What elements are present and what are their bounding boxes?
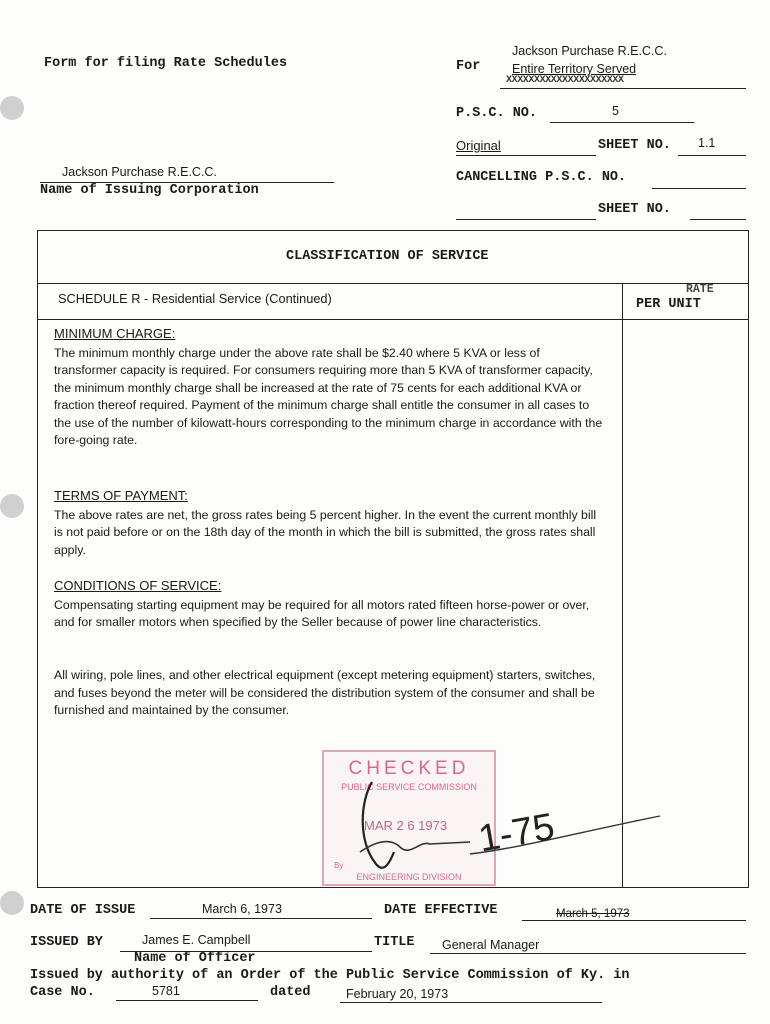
for-underline	[500, 88, 746, 89]
authority-text: Issued by authority of an Order of the Public Service Commission of Ky. in	[30, 968, 630, 983]
minimum-charge-section	[54, 325, 604, 450]
case-no: 5781	[152, 984, 180, 998]
rate-label: RATE	[686, 283, 714, 296]
classification-title: CLASSIFICATION OF SERVICE	[286, 249, 489, 264]
dated-value: February 20, 1973	[346, 987, 449, 1001]
psc-no: 5	[612, 104, 619, 118]
terms-section	[54, 487, 604, 559]
date-effective: March 5, 1973	[556, 908, 630, 920]
stamp-by: By	[334, 861, 344, 870]
schedule-row	[38, 283, 748, 320]
classification-row	[38, 231, 748, 284]
case-label: Case No.	[30, 985, 95, 1000]
psc-label: P.S.C. NO.	[456, 106, 538, 121]
title-label: TITLE	[374, 935, 415, 950]
date-effective-label: DATE EFFECTIVE	[384, 903, 498, 918]
issuing-corp: Jackson Purchase R.E.C.C.	[62, 165, 217, 179]
area-served: Entire Territory Served	[512, 62, 637, 76]
officer-label: Name of Officer	[134, 951, 256, 966]
stamp-date: MAR 2 6 1973	[364, 818, 448, 833]
sheet2-left-underline	[456, 219, 596, 220]
signature-stroke	[360, 842, 470, 852]
sheet-label: SHEET NO.	[598, 138, 671, 153]
annotation-circle-stroke	[363, 782, 394, 868]
sheet-underline	[678, 155, 746, 156]
terms-heading: TERMS OF PAYMENT:	[54, 488, 188, 503]
wiring-section	[54, 667, 604, 720]
conditions-text: Compensating starting equipment may be required for all motors rated fifteen horse-power or over, and for smaller motors when specified by the Seller because of power line characteristics.	[54, 597, 590, 629]
for-label: For	[456, 59, 481, 74]
sheet-no: 1.1	[698, 136, 716, 150]
struck-text: XXXXXXXXXXXXXXXXXXXXX	[506, 75, 624, 86]
cancelling-underline	[652, 188, 746, 189]
conditions-heading: CONDITIONS OF SERVICE:	[54, 578, 222, 593]
original-label: Original	[456, 138, 501, 153]
stamp-commission: PUBLIC SERVICE COMMISSION	[341, 782, 477, 792]
sheet-label-2: SHEET NO.	[598, 202, 671, 217]
corporation-top: Jackson Purchase R.E.C.C.	[512, 44, 667, 58]
form-title: Form for filing Rate Schedules	[44, 56, 288, 71]
cancelling-label: CANCELLING P.S.C. NO.	[456, 170, 627, 185]
original-underline	[456, 155, 596, 156]
date-issue: March 6, 1973	[202, 902, 282, 916]
per-unit-label: PER UNIT	[636, 297, 701, 312]
date-issue-underline	[150, 918, 372, 919]
issued-by-label: ISSUED BY	[30, 935, 103, 950]
punch-hole-bottom	[0, 891, 24, 915]
wiring-text: All wiring, pole lines, and other electrical equipment (except metering equipment) starters, switches, and fuses beyond the meter will be considered the distribution system of the consumer and shall be furnished and maintained by the consumer.	[54, 668, 596, 717]
minimum-charge-heading: MINIMUM CHARGE:	[54, 326, 176, 341]
schedule-title: SCHEDULE R - Residential Service (Continued)	[58, 291, 332, 306]
stamp-checked: CHECKED	[348, 758, 470, 779]
stamp-division: ENGINEERING DIVISION	[356, 872, 462, 882]
terms-text: The above rates are net, the gross rates being 5 percent higher. In the event the current monthly bill is not paid before or on the 18th day of the month in which the bill is submitted, the gross rates shall apply.	[54, 507, 597, 557]
punch-hole-middle	[0, 494, 24, 518]
sheet2-underline	[690, 219, 746, 220]
conditions-section	[54, 577, 604, 632]
minimum-charge-text: The minimum monthly charge under the above rate shall be $2.40 where 5 KVA or less of transformer capacity is required. For consumers requiring more than 5 KVA of transformer capacity, the minimum monthly charge shall be increased at the rate of 75 cents for each additional KVA or fraction thereof required. Payment of the minimum charge shall entitle the consumer in all cases to the use of the number of kilowatt-hours corresponding to the minimum charge in accordance with the fore-going rate.	[54, 345, 603, 447]
punch-hole-top	[0, 96, 24, 120]
handwritten-annotation	[320, 752, 720, 912]
date-effective-underline	[522, 920, 746, 921]
issuing-corp-label: Name of Issuing Corporation	[40, 183, 259, 198]
issued-by: James E. Campbell	[142, 933, 251, 947]
dated-label: dated	[270, 985, 311, 1000]
annotation-number: 1-75	[475, 805, 558, 861]
psc-underline	[550, 122, 694, 123]
date-issue-label: DATE OF ISSUE	[30, 903, 136, 918]
title-value: General Manager	[442, 938, 540, 952]
case-no-underline	[116, 1000, 258, 1001]
dated-underline	[340, 1002, 602, 1003]
title-underline	[430, 953, 746, 954]
